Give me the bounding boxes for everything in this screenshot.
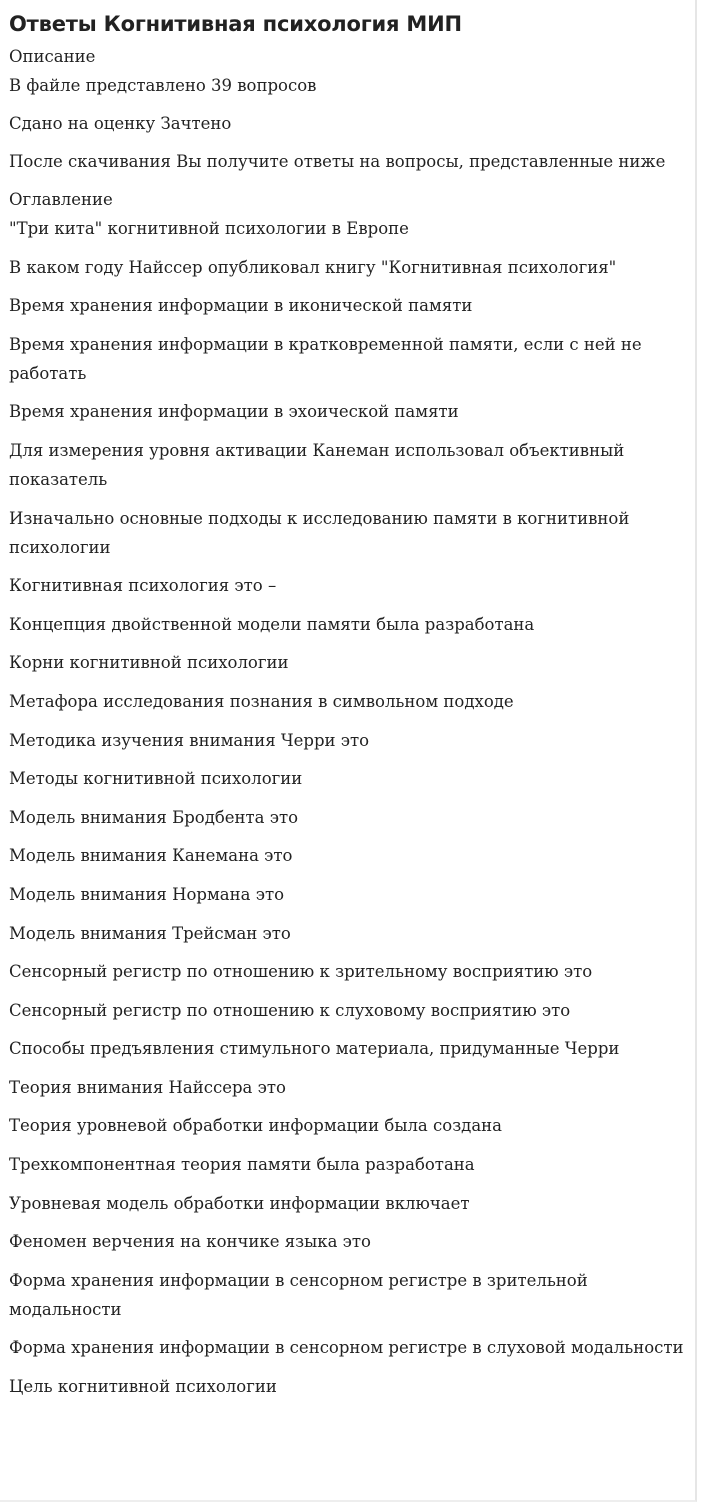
description-label: Описание [9, 47, 96, 66]
toc-label: Оглавление [9, 190, 113, 209]
toc-item: Форма хранения информации в сенсорном регистре в слуховой модальности [9, 1338, 684, 1358]
page-title: Ответы Когнитивная психология МИП [9, 12, 462, 36]
toc-item: Цель когнитивной психологии [9, 1377, 277, 1397]
toc-item: Теория внимания Найссера это [9, 1077, 286, 1097]
toc-item: Модель внимания Нормана это [9, 884, 285, 904]
toc-item: В каком году Найссер опубликовал книгу "Когнитивная психология" [9, 257, 617, 277]
toc-item: Время хранения информации в кратковременной памяти, если с ней не работать [9, 334, 642, 383]
toc-item: Сенсорный регистр по отношению к зрительному восприятию это [9, 962, 593, 982]
toc-item: Методика изучения внимания Черри это [9, 730, 370, 750]
toc-item: Способы предъявления стимульного материала, придуманные Черри [9, 1039, 620, 1059]
toc-item: Уровневая модель обработки информации включает [9, 1193, 470, 1213]
toc-list [9, 214, 687, 1401]
toc-item: Время хранения информации в эхоической памяти [9, 402, 459, 422]
toc-item: Модель внимания Бродбента это [9, 807, 299, 827]
toc-item: Корни когнитивной психологии [9, 653, 289, 673]
download-note: После скачивания Вы получите ответы на вопросы, представленные ниже [9, 152, 666, 171]
toc-item: "Три кита" когнитивной психологии в Европе [9, 219, 409, 238]
toc-item: Время хранения информации в иконической памяти [9, 296, 473, 316]
toc-item: Методы когнитивной психологии [9, 769, 303, 789]
toc-item: Форма хранения информации в сенсорном регистре в зрительной модальности [9, 1270, 588, 1319]
toc-item: Когнитивная психология это – [9, 576, 277, 596]
toc-item: Концепция двойственной модели памяти была разработана [9, 614, 535, 634]
grade-text: Сдано на оценку Зачтено [9, 114, 232, 133]
toc-item: Феномен верчения на кончике языка это [9, 1232, 371, 1252]
toc-item: Модель внимания Канемана это [9, 846, 293, 866]
questions-count: В файле представлено 39 вопросов [9, 76, 317, 95]
toc-item: Теория уровневой обработки информации была создана [9, 1116, 503, 1136]
toc-section [9, 185, 687, 1401]
toc-item: Модель внимания Трейсман это [9, 923, 291, 943]
toc-item: Для измерения уровня активации Канеман использовал объективный показатель [9, 440, 625, 489]
toc-item: Трехкомпонентная теория памяти была разработана [9, 1155, 475, 1175]
toc-item: Метафора исследования познания в символьном подходе [9, 691, 514, 711]
toc-item: Изначально основные подходы к исследованию памяти в когнитивной психологии [9, 508, 630, 557]
toc-item: Сенсорный регистр по отношению к слуховому восприятию это [9, 1000, 571, 1020]
description-section [9, 42, 687, 176]
